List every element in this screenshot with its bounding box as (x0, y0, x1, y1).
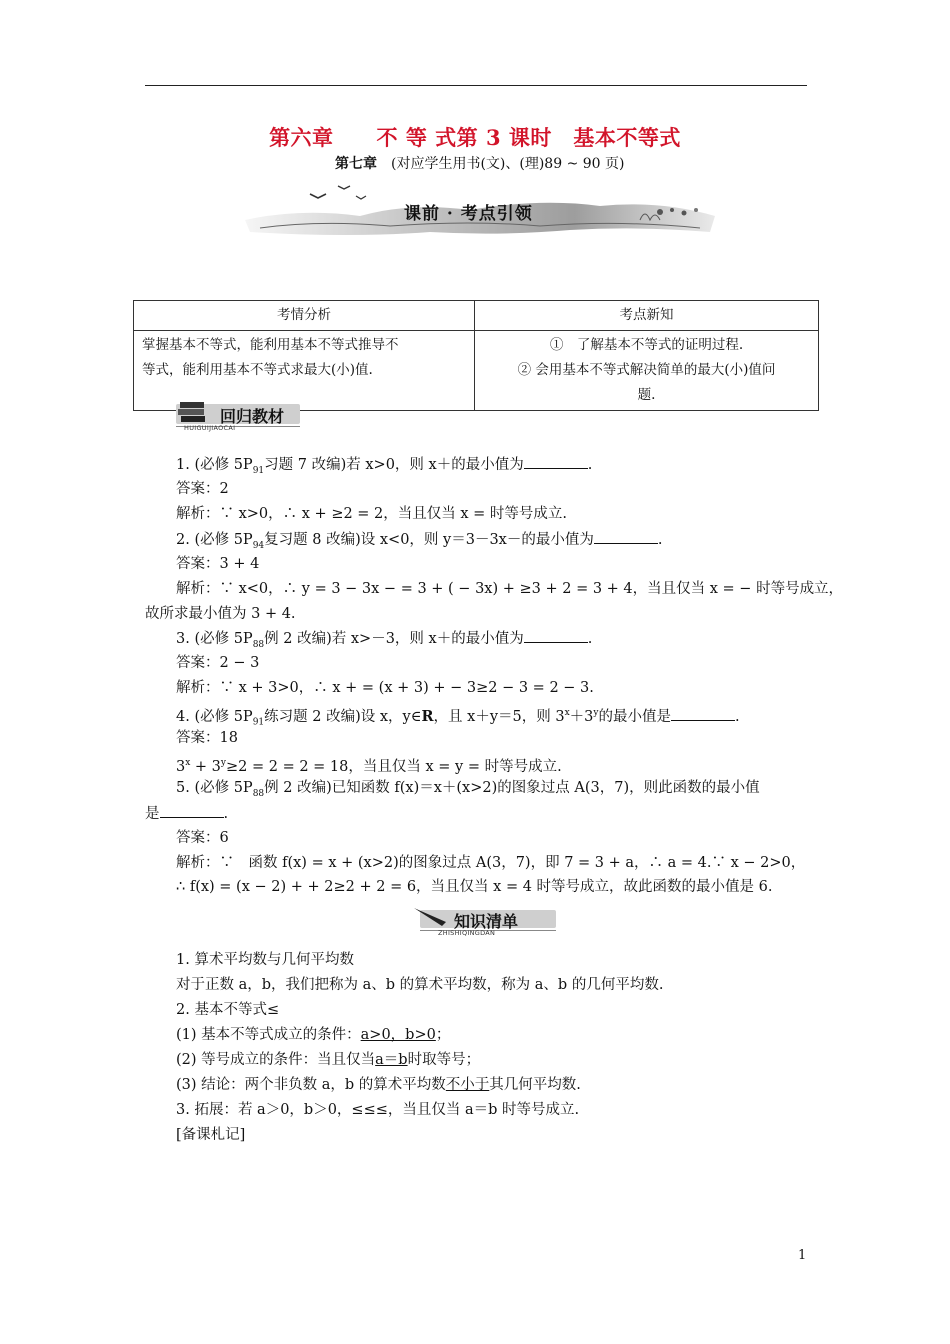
solution-2-cont: 故所求最小值为 3 + 4. (145, 606, 296, 622)
problem-5: 5. (必修 $5P_{88}$例 2 改编)已知函数 f(x)＝x＋(x>2)的图象过点 A(3，7)，则此函数的最小值 (176, 780, 760, 799)
solution-5-cont: ∴ f(x) = (x − 2) + + 2≥2 + 2 = 6，当且仅当 x = 4 时等号成立，故此函数的最小值是 6. (176, 879, 773, 895)
answer-blank (671, 706, 735, 721)
section-pinyin: HUIGUIJIAOCAI (184, 424, 236, 432)
subtitle-text: (对应学生用书(文)、(理)89 ~ 90 页) (391, 156, 625, 172)
solution-4: $3^x + 3^y\ge 2 = 2 = 2 = 18$，当且仅当 x = y = 时等号成立. (176, 758, 562, 775)
answer-blank (524, 454, 588, 469)
knowledge-2-3: (3) 结论：两个非负数 a，b 的算术平均数不小于其几何平均数. (176, 1077, 581, 1093)
cell-line: ① 了解基本不等式的证明过程. (549, 337, 744, 353)
problem-4: 4. (必修 $5P_{91}$练习题 2 改编)设 x，y∈R，且 x＋y＝5，则 $3^x+3^y$的最小值是 . (176, 707, 740, 728)
knowledge-1-body: 对于正数 a，b，我们把称为 a、b 的算术平均数，称为 a、b 的几何平均数. (176, 977, 664, 993)
answer-5: 答案：6 (176, 830, 229, 846)
table-header-newknowledge: 考点新知 (475, 301, 819, 331)
section-title: 知识清单 (454, 912, 519, 931)
solution-1: 解析：∵ x>0，∴ x + ≥2 = 2，当且仅当 x = 时等号成立. (176, 506, 568, 522)
answer-1: 答案：2 (176, 481, 229, 497)
section-header-zhishi (410, 904, 560, 937)
answer-blank (594, 529, 658, 544)
cell-line: 掌握基本不等式，能利用基本不等式推导不 (142, 337, 399, 353)
problem-3: 3. (必修 $5P_{88}$例 2 改编)若 x>－3，则 x＋的最小值为 . (176, 628, 592, 655)
notes-label: [备课札记] (176, 1127, 246, 1143)
solution-3: 解析：∵ x + 3>0，∴ x + = (x + 3) + − 3≥2 − 3 = 2 − 3. (176, 680, 594, 696)
page-subtitle (335, 153, 624, 173)
answer-2: 答案：3 + 4 (176, 556, 260, 572)
section-header-huigui (176, 400, 306, 430)
problem-2: 2. (必修 $5P_{94}$复习题 8 改编)设 x<0，则 y＝3－3x－的最小值为 . (176, 529, 662, 556)
table-cell-analysis (134, 331, 475, 411)
answer-blank (524, 628, 588, 643)
solution-2: 解析：∵ x<0，∴ y = 3 − 3x − = 3 + ( − 3x) + ≥3 + 2 = 3 + 4，当且仅当 x = − 时等号成立， (176, 581, 844, 597)
solution-5: 解析：∵ 函数 f(x) = x + (x>2)的图象过点 A(3，7)，即 7 = 3 + a，∴ a = 4.∵ x − 2>0， (176, 855, 806, 871)
bird-icon (338, 186, 350, 189)
knowledge-3: 3. 拓展：若 a＞0，b＞0，≤≤≤，当且仅当 a＝b 时等号成立. (176, 1102, 580, 1118)
answer-4: 答案：18 (176, 730, 238, 746)
page-number: 1 (798, 1248, 807, 1263)
section-pinyin: ZHISHIQINGDAN (438, 929, 496, 937)
cell-line: 题. (637, 387, 656, 403)
kaodian-table (133, 300, 819, 411)
bird-icon (310, 194, 326, 198)
chapter-label: 第七章 (335, 156, 377, 172)
knowledge-2: 2. 基本不等式≤ (176, 1002, 280, 1018)
table-header-analysis: 考情分析 (134, 301, 475, 331)
problem-1: 1. (必修 $5P_{91}$习题 7 改编)若 x>0，则 x＋的最小值为 . (176, 454, 592, 481)
banner-title: 课前 · 考点引领 (404, 204, 533, 224)
answer-blank (160, 803, 224, 818)
header-rule (145, 85, 807, 86)
knowledge-2-2: (2) 等号成立的条件：当且仅当a＝b时取等号； (176, 1052, 481, 1068)
knowledge-2-1: (1) 基本不等式成立的条件：a>0，b>0； (176, 1027, 451, 1043)
knowledge-1: 1. 算术平均数与几何平均数 (176, 952, 354, 968)
table-cell-newknowledge (475, 331, 819, 411)
problem-5-cont: 是 . (145, 803, 228, 824)
page-title: 第六章 不 等 式第 3 课时 基本不等式 (269, 125, 681, 150)
cell-line: 等式，能利用基本不等式求最大(小)值. (142, 362, 373, 378)
cell-line: ② 会用基本不等式解决简单的最大(小)值问 (517, 362, 776, 378)
section-title: 回归教材 (220, 407, 285, 426)
bird-icon (356, 196, 366, 199)
answer-3: 答案：2 − 3 (176, 655, 260, 671)
